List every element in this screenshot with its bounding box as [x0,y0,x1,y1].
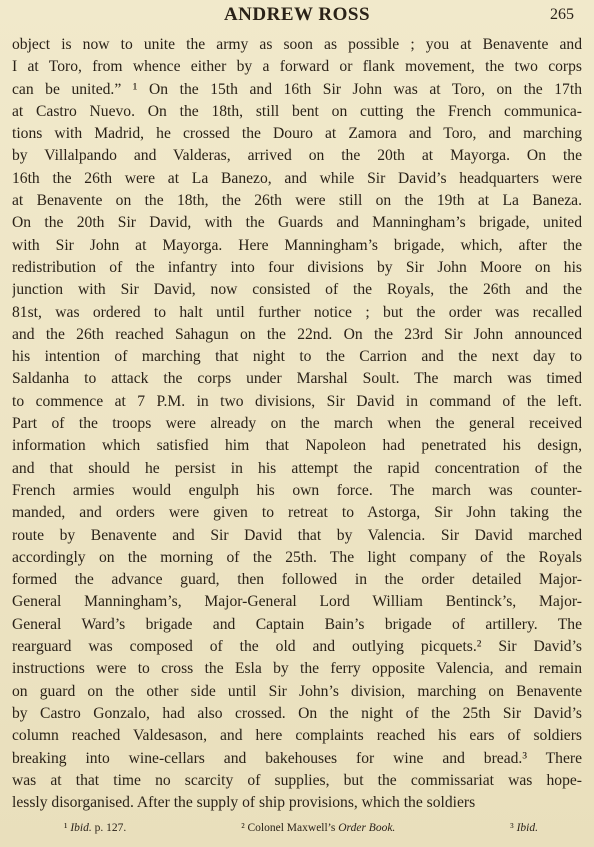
body-line: On the 20th Sir David, with the Guards and Manningham’s brigade, united [12,214,582,232]
footnotes [12,822,582,834]
body-line: can be united.” ¹ On the 15th and 16th Sir John was at Toro, on the 17th [12,80,582,98]
body-line: rearguard was composed of the old and outlying picquets.² Sir David’s [12,638,582,656]
footnote [510,822,538,834]
body-line: redistribution of the infantry into four divisions by Sir John Moore on his [12,258,582,276]
body-line: French armies would engulph his own force. The march was counter- [12,481,582,499]
body-line: object is now to unite the army as soon as possible ; you at Benavente and [12,36,582,53]
body-line: junction with Sir David, now consisted of the Royals, the 26th and the [12,281,582,299]
footnote-mark: ³ [510,822,517,834]
body-line: breaking into wine-cellars and bakehouses for wine and bread.³ There [12,749,582,767]
body-line: at Castro Nuevo. On the 18th, still bent on cutting the French communica- [12,102,582,120]
body-line: tions with Madrid, he crossed the Douro at Zamora and Toro, and marching [12,125,582,143]
body-line: 16th the 26th were at La Banezo, and while Sir David’s headquarters were [12,169,582,187]
body-line: manded, and orders were given to retreat to Astorga, Sir John taking the [12,504,582,522]
body-line: instructions were to cross the Esla by the ferry opposite Valencia, and remain [12,660,582,678]
body-line: 81st, was ordered to halt until further notice ; but the order was recalled [12,303,582,321]
body-line: his intention of marching that night to the Carrion and the next day to [12,348,582,366]
body-line: lessly disorganised. After the supply of ship provisions, which the soldiers [12,794,476,812]
footnote-mark: ¹ [64,822,71,834]
body-line: route by Benavente and Sir David that by Valencia. Sir David marched [12,526,582,544]
footnote-text: Ibid. [516,822,538,834]
running-title: ANDREW ROSS [223,4,371,25]
body-line: Saldanha to attack the corps under Marshal Soult. The march was timed [12,370,582,388]
footnote-mark: ² [241,822,248,834]
footnote-text: Ibid. p. 127. [70,822,127,834]
footnote-text: Colonel Maxwell’s Order Book. [247,822,396,834]
body-line: was at that time no scarcity of supplies, but the commissariat was hope- [12,771,582,789]
body-line: by Villalpando and Valderas, arrived on the 20th at Mayorga. On the [12,147,582,165]
body-line: with Sir John at Mayorga. Here Manningham’s brigade, which, after the [12,236,582,254]
body-line: accordingly on the morning of the 25th. The light company of the Royals [12,548,582,566]
body-line: column reached Valdesason, and here complaints reached his ears of soldiers [12,727,582,745]
body-line: formed the advance guard, then followed in the order detailed Major- [12,571,582,589]
body-line: and that should he persist in his attempt the rapid concentration of the [12,459,582,477]
body-line: General Manningham’s, Major-General Lord William Bentinck’s, Major- [12,593,582,611]
body-line: information which satisfied him that Napoleon had penetrated his design, [12,437,582,455]
body-line: by Castro Gonzalo, had also crossed. On the night of the 25th Sir David’s [12,704,582,722]
footnote [241,822,395,834]
body-line: General Ward’s brigade and Captain Bain’s brigade of artillery. The [12,615,582,633]
footnote [64,822,126,834]
body-text [12,34,582,814]
body-line: at Benavente on the 18th, the 26th were still on the 19th at La Baneza. [12,192,582,210]
body-line: on guard on the other side until Sir John’s division, marching on Benavente [12,682,582,700]
body-line: I at Toro, from whence either by a forward or flank movement, the two corps [12,58,582,76]
page-number: 265 [550,6,574,23]
body-line: and the 26th reached Sahagun on the 22nd. On the 23rd Sir John announced [12,325,582,343]
body-line: to commence at 7 P.M. in two divisions, Sir David in command of the left. [12,392,582,410]
page-header [12,0,582,34]
body-line: Part of the troops were already on the march when the general received [12,415,582,433]
